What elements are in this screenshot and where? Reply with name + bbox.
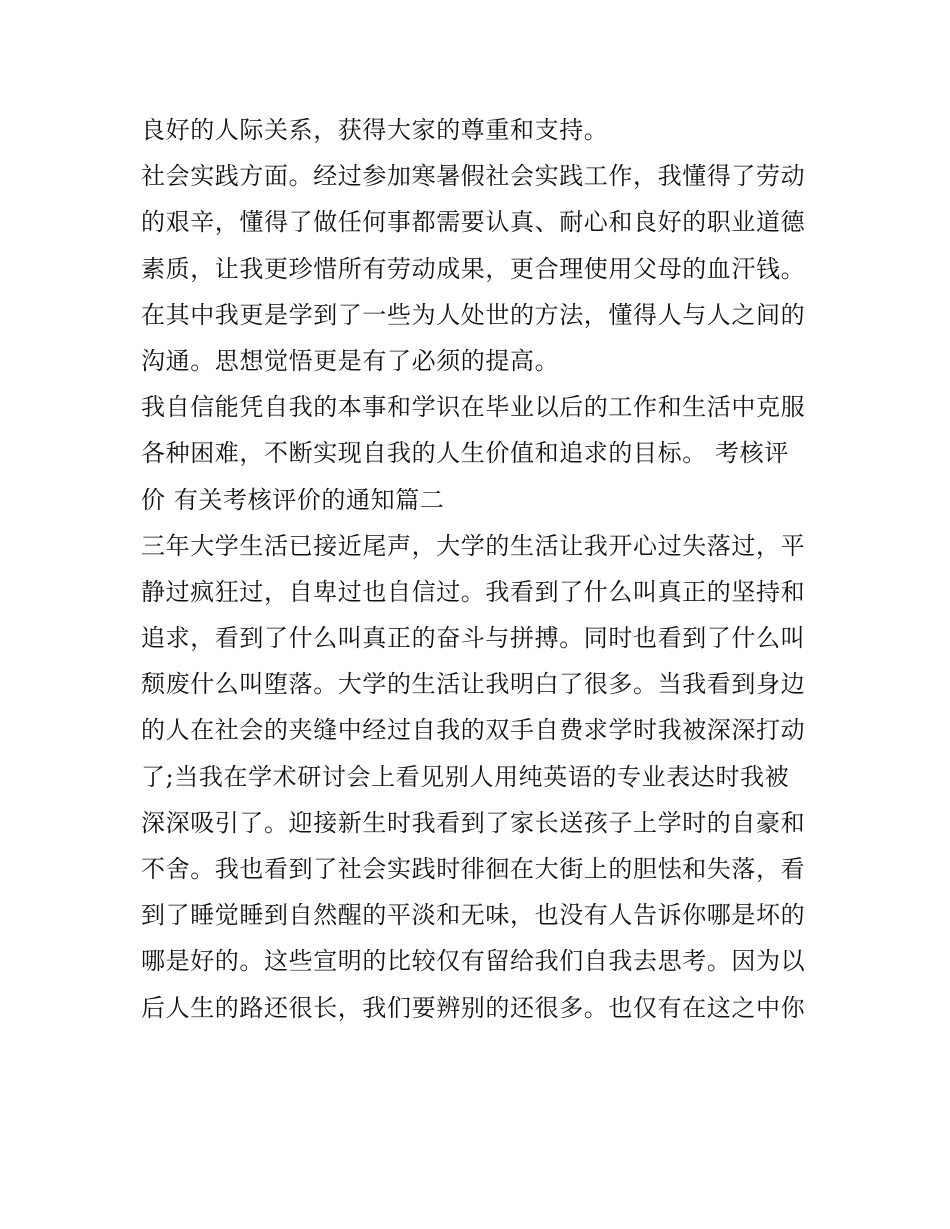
text-line: 后人生的路还很长，我们要辨别的还很多。也仅有在这之中你 (141, 993, 806, 1022)
text-line: 到了睡觉睡到自然醒的平淡和无味，也没有人告诉你哪是坏的 (141, 901, 806, 930)
text-line: 素质，让我更珍惜所有劳动成果，更合理使用父母的血汗钱。 (141, 254, 806, 283)
text-line: 我自信能凭自我的本事和学识在毕业以后的工作和生活中克服 (141, 393, 806, 422)
text-line: 的人在社会的夹缝中经过自我的双手自费求学时我被深深打动 (141, 716, 806, 745)
text-line: 价 有关考核评价的通知篇二 (141, 485, 445, 514)
text-line: 不舍。我也看到了社会实践时徘徊在大街上的胆怯和失落，看 (141, 855, 806, 883)
text-line: 沟通。思想觉悟更是有了必须的提高。 (141, 346, 560, 375)
text-line: 追求，看到了什么叫真正的奋斗与拼搏。同时也看到了什么叫 (141, 624, 806, 653)
document-body (141, 107, 821, 1031)
text-line: 三年大学生活已接近尾声，大学的生活让我开心过失落过，平 (141, 531, 806, 560)
text-line: 良好的人际关系，获得大家的尊重和支持。 (141, 116, 609, 144)
text-line: 各种困难，不断实现自我的人生价值和追求的目标。 考核评 (141, 439, 789, 468)
text-line: 哪是好的。这些宣明的比较仅有留给我们自我去思考。因为以 (141, 947, 806, 976)
text-line: 颓废什么叫堕落。大学的生活让我明白了很多。当我看到身边 (141, 670, 806, 699)
text-line: 深深吸引了。迎接新生时我看到了家长送孩子上学时的自豪和 (141, 808, 806, 837)
text-line: 的艰辛，懂得了做任何事都需要认真、耐心和良好的职业道德 (141, 208, 806, 237)
text-line: 了;当我在学术研讨会上看见别人用纯英语的专业表达时我被 (141, 762, 790, 791)
text-line: 社会实践方面。经过参加寒暑假社会实践工作，我懂得了劳动 (141, 162, 806, 191)
text-line: 在其中我更是学到了一些为人处世的方法，懂得人与人之间的 (141, 300, 806, 329)
text-line: 静过疯狂过，自卑过也自信过。我看到了什么叫真正的坚持和 (141, 577, 806, 606)
